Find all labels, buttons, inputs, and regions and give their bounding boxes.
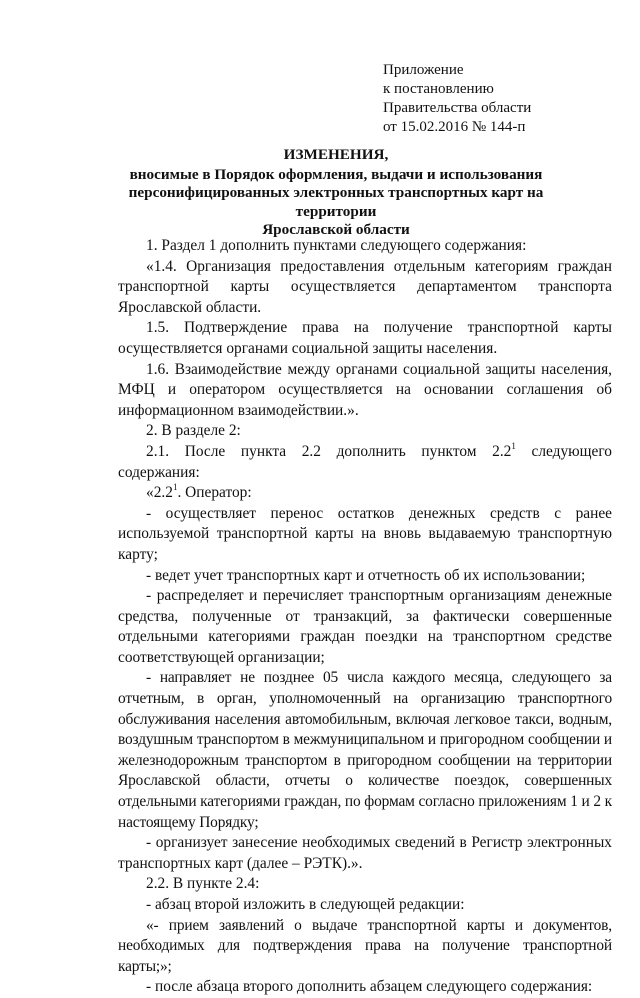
paragraph-4: 1.6. Взаимодействие между органами социальной защиты населения, МФЦ и оператором осуществляется на основании соглашения об информационном взаимодействии.». [118,360,612,419]
appendix-header [383,61,531,137]
paragraph-6-superscript: 1 [511,440,516,451]
paragraph-7 [118,483,612,504]
appendix-line-2: к постановлению [383,81,494,97]
document-title [96,146,576,240]
paragraph-12: - организует занесение необходимых сведений в Регистр электронных транспортных карт (далее – РЭТК).». [118,834,612,872]
paragraph-10: - распределяет и перечисляет транспортным организациям денежные средства, полученные от транзакций, за фактически совершенные отдельными категориями граждан поездки на транспортном средстве соответствующей организации; [118,587,612,666]
paragraph-11: - направляет не позднее 05 числа каждого месяца, следующего за отчетным, в орган, уполномоченный на организацию транспортного обслуживания населения автомобильным, включая легковое такси, водным, воздушным транспортом в межмуниципальном и пригородном сообщении и железнодорожным транспортом в пригородном сообщении на территории Ярославской области, отчеты о количестве поездок, совершенных отдельными категориями граждан, по формам согласно приложениям 1 и 2 к настоящему Порядку; [118,669,612,831]
paragraph-2: «1.4. Организация предоставления отдельным категориям граждан транспортной карты осуществляется департаментом транспорта Ярославской области. [118,257,612,316]
paragraph-6-text-b: следующего содержания: [118,442,612,481]
paragraph-14: - абзац второй изложить в следующей редакции: [146,896,465,913]
appendix-line-4: от 15.02.2016 № 144-п [383,119,526,135]
appendix-line-3: Правительства области [383,100,532,116]
paragraph-6-text-a: 2.1. После пункта 2.2 дополнить пунктом 2.2 [146,442,512,460]
appendix-line-1: Приложение [383,62,464,78]
paragraph-1: 1. Раздел 1 дополнить пунктами следующего содержания: [146,237,527,254]
paragraph-5: 2. В разделе 2: [146,422,241,440]
paragraph-3: 1.5. Подтверждение права на получение транспортной карты осуществляется органами социальной защиты населения. [118,319,612,357]
paragraph-7-text-b: . Оператор: [177,484,252,502]
paragraph-7-superscript: 1 [172,482,178,492]
paragraph-16: - после абзаца второго дополнить абзацем следующего содержания: [146,978,593,996]
paragraph-8: - осуществляет перенос остатков денежных средств с ранее используемой транспортной карты на вновь выдаваемую транспортную карту; [118,504,612,563]
paragraph-9: - ведет учет транспортных карт и отчетность об их использовании; [146,566,586,584]
paragraph-6 [118,442,612,483]
title-line-3: Ярославской области [262,221,410,238]
title-heading: ИЗМЕНЕНИЯ, [283,146,389,163]
paragraph-15: «- прием заявлений о выдаче транспортной карты и документов, необходимых для подтверждения права на получение транспортной карты;»; [118,916,612,975]
title-line-1: вносимые в Порядок оформления, выдачи и использования [129,165,543,183]
title-line-2: персонифицированных электронных транспортных карт на территории [128,184,544,220]
paragraph-7-text-a: «2.2 [146,484,173,502]
document-body [118,236,612,998]
paragraph-13: 2.2. В пункте 2.4: [146,875,260,893]
